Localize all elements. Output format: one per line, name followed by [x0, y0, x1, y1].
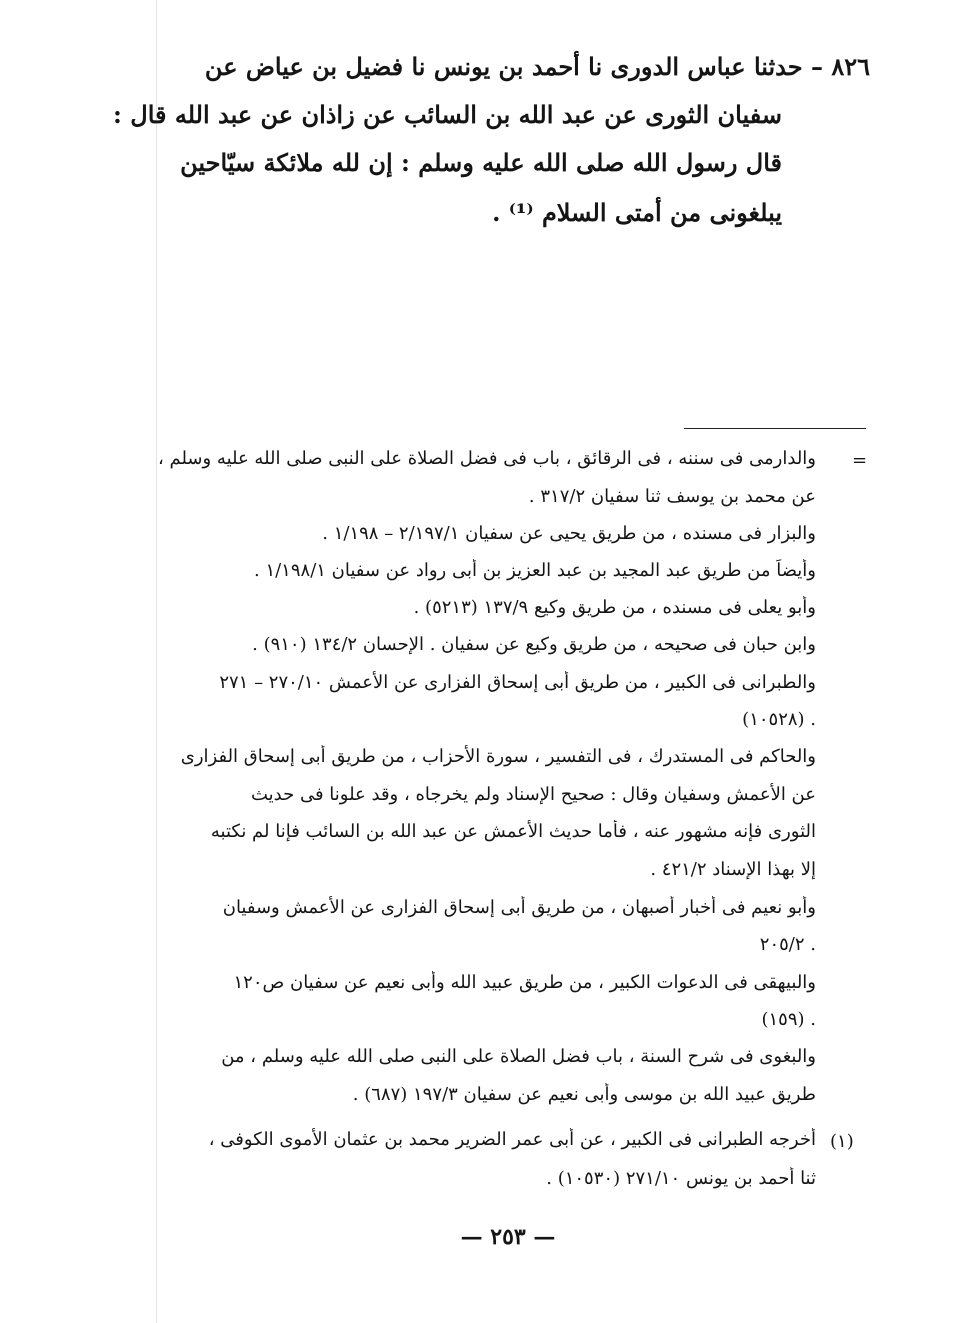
footnote-1-marker: (١) — [830, 1131, 854, 1152]
footnote-line-8: (١٠٥٢٨) . — [742, 709, 816, 730]
footnote-line-7: والطبرانى فى الكبير ، من طريق أبى إسحاق الفزارى عن الأعمش ٢٧٠/١٠ – ٢٧١ — [219, 672, 816, 693]
hadith-line-1: ٨٢٦ – حدثنا عباس الدورى نا أحمد بن يونس نا فضيل بن عياض عن — [204, 52, 870, 81]
footnote-line-17: والبغوى فى شرح السنة ، باب فضل الصلاة على النبى صلى الله عليه وسلم ، من — [221, 1046, 816, 1067]
footnote-separator — [684, 428, 866, 429]
footnote-line-11: الثورى فإنه مشهور عنه ، فأما حديث الأعمش عن عبد الله بن السائب فإنا لم نكتبه — [210, 821, 816, 842]
footnote-line-4: وأيضاً من طريق عبد المجيد بن عبد العزيز بن أبى رواد عن سفيان ١/١٩٨/١ . — [254, 560, 816, 581]
page-number: — ٢٥٣ — — [460, 1224, 556, 1250]
footnote-line-12: إلا بهذا الإسناد ٤٢١/٢ . — [650, 859, 816, 880]
hadith-line-3: قال رسول الله صلى الله عليه وسلم : إن لله ملائكة سيّاحين — [180, 148, 782, 177]
footnote-line-16: (١٥٩) . — [761, 1009, 816, 1030]
footnote-line-14: ٢٠٥/٢ . — [759, 934, 816, 955]
footnote-line-15: والبيهقى فى الدعوات الكبير ، من طريق عبيد الله وأبى نعيم عن سفيان ص١٢٠ — [233, 972, 816, 993]
footnote-line-6: وابن حبان فى صحيحه ، من طريق وكيع عن سفيان . الإحسان ١٣٤/٢ (٩١٠) . — [252, 634, 816, 655]
footnote-line-5: وأبو يعلى فى مسنده ، من طريق وكيع ١٣٧/٩ (٥٢١٣) . — [413, 597, 816, 618]
footnote-line-20: ثنا أحمد بن يونس ٢٧١/١٠ (١٠٥٣٠) . — [546, 1168, 816, 1189]
page-crease — [156, 0, 157, 1323]
footnote-line-19: أخرجه الطبرانى فى الكبير ، عن أبى عمر الضرير محمد بن عثمان الأموى الكوفى ، — [208, 1129, 816, 1150]
footnote-line-3: والبزار فى مسنده ، من طريق يحيى عن سفيان ٢/١٩٧/١ – ١/١٩٨ . — [322, 523, 816, 544]
hadith-line-4: يبلغونى من أمتى السلام ⁽¹⁾ . — [492, 198, 782, 227]
footnote-line-2: عن محمد بن يوسف ثنا سفيان ٣١٧/٢ . — [528, 486, 816, 507]
footnote-line-10: عن الأعمش وسفيان وقال : صحيح الإسناد ولم يخرجاه ، وقد علونا فى حديث — [250, 784, 816, 805]
footnote-continuation-marker: = — [852, 450, 868, 471]
footnote-line-13: وأبو نعيم فى أخبار أصبهان ، من طريق أبى إسحاق الفزارى عن الأعمش وسفيان — [222, 897, 816, 918]
footnote-line-9: والحاكم فى المستدرك ، فى التفسير ، سورة الأحزاب ، من طريق أبى إسحاق الفزارى — [180, 746, 816, 767]
footnote-line-18: طريق عبيد الله بن موسى وأبى نعيم عن سفيان ١٩٧/٣ (٦٨٧) . — [352, 1084, 816, 1105]
footnote-line-1: والدارمى فى سننه ، فى الرقائق ، باب فى فضل الصلاة على النبى صلى الله عليه وسلم ، — [157, 448, 816, 469]
hadith-line-2: سفيان الثورى عن عبد الله بن السائب عن زاذان عن عبد الله قال : — [113, 100, 782, 129]
